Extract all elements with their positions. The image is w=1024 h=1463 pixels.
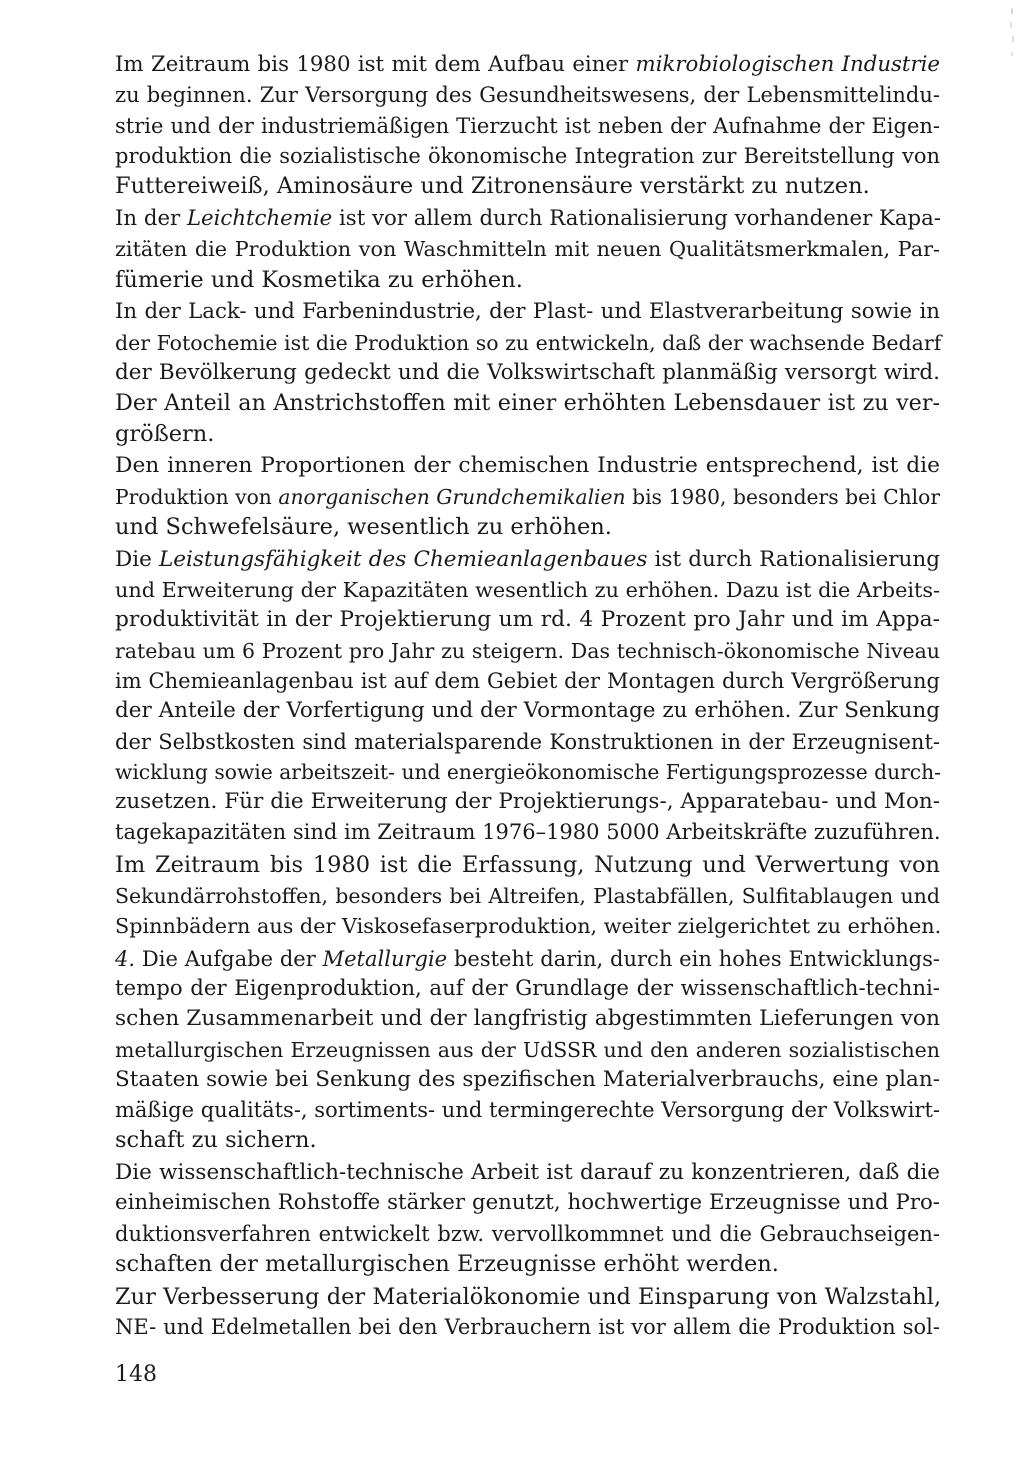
paragraph	[115, 1158, 940, 1279]
text-line	[115, 787, 940, 817]
emphasis-run: Leichtchemie	[186, 205, 333, 231]
text-run: Der Anteil an Anstrichstoffen mit einer erhöhten Lebensdauer ist zu ver-	[115, 390, 940, 417]
text-line	[115, 1249, 940, 1279]
paragraph	[115, 944, 940, 1156]
paragraph	[115, 850, 940, 941]
text-run: im Chemieanlagenbau ist auf dem Gebiet der Montagen durch Vergrößerung	[115, 668, 940, 693]
text-line	[115, 1065, 940, 1095]
text-line	[115, 575, 940, 605]
paragraph	[115, 50, 940, 201]
text-line	[115, 234, 940, 264]
text-line	[115, 482, 940, 512]
text-line	[115, 204, 940, 234]
text-line	[115, 1125, 940, 1155]
text-run: produktion die sozialistische ökonomische Integration zur Bereitstellung von	[115, 143, 940, 168]
text-line	[115, 1188, 940, 1218]
text-line	[115, 1312, 940, 1342]
text-run: der Fotochemie ist die Produktion so zu entwickeln, daß der wachsende Bedarf	[115, 330, 942, 355]
text-line	[115, 545, 940, 575]
text-line	[115, 50, 940, 80]
text-run: Futtereiweiß, Aminosäure und Zitronensäure verstärkt zu nutzen.	[115, 173, 870, 200]
text-run: ratebau um 6 Prozent pro Jahr zu steigern. Das technisch-ökonomische Niveau	[115, 638, 940, 663]
emphasis-run: anorganischen Grundchemikalien	[278, 484, 626, 509]
text-line	[115, 111, 940, 141]
emphasis-run: Metallurgie	[322, 946, 448, 971]
text-run: der Anteile der Vorfertigung und der Vormontage zu erhöhen. Zur Senkung	[115, 698, 940, 724]
text-run: Im Zeitraum bis 1980 ist mit dem Aufbau einer	[115, 52, 636, 77]
text-run: schaften der metallurgischen Erzeugnisse erhöht werden.	[115, 1251, 779, 1278]
text-line	[115, 265, 940, 295]
text-run: größern.	[115, 420, 215, 447]
text-run: mäßige qualitäts-, sortiments- und termingerechte Versorgung der Volkswirt-	[115, 1098, 940, 1123]
text-run: Im Zeitraum bis 1980 ist die Erfassung, Nutzung und Verwertung von	[115, 852, 940, 879]
text-run: produktivität in der Projektierung um rd. 4 Prozent pro Jahr und im Appa-	[115, 607, 940, 633]
text-run: metallurgischen Erzeugnissen aus der UdSSR und den anderen sozialistischen	[115, 1037, 940, 1062]
body-text	[115, 50, 940, 1345]
text-run: Die Aufgabe der	[135, 946, 323, 971]
text-run: In der	[115, 205, 187, 231]
text-run: ist vor allem durch Rationalisierung vorhandener Kapa-	[332, 205, 941, 231]
text-line	[115, 696, 940, 726]
text-line	[115, 1095, 940, 1125]
text-line	[115, 171, 940, 201]
text-line	[115, 1035, 940, 1065]
text-run: tagekapazitäten sind im Zeitraum 1976–1980 5000 Arbeitskräfte zuzuführen.	[115, 820, 941, 845]
text-run: In der Lack- und Farbenindustrie, der Plast- und Elastverarbeitung sowie in	[115, 299, 940, 325]
text-run: NE- und Edelmetallen bei den Verbrauchern ist vor allem die Produktion sol-	[115, 1315, 940, 1340]
page-number: 148	[115, 1362, 157, 1387]
text-line	[115, 388, 940, 418]
text-line	[115, 817, 940, 847]
text-run: Spinnbädern aus der Viskosefaserproduktion, weiter zielgerichtet zu erhöhen.	[115, 913, 942, 938]
text-run: schen Zusammenarbeit und der langfristig abgestimmten Lieferungen von	[115, 1006, 940, 1032]
text-run: der Bevölkerung gedeckt und die Volkswirtschaft planmäßig versorgt wird.	[115, 359, 940, 385]
text-run: und Erweiterung der Kapazitäten wesentlich zu erhöhen. Dazu ist die Arbeits-	[115, 578, 940, 603]
text-run: Den inneren Proportionen der chemischen Industrie entsprechend, ist die	[115, 453, 940, 479]
text-run: Die wissenschaftlich-technische Arbeit ist darauf zu konzentrieren, daß die	[115, 1160, 940, 1186]
text-run: wicklung sowie arbeitszeit- und energieökonomische Fertigungsprozesse durch-	[115, 759, 942, 784]
text-line	[115, 727, 940, 757]
emphasis-run: Leistungsfähigkeit des Chemieanlagenbaues	[159, 546, 648, 572]
text-line	[115, 512, 940, 542]
text-run: tempo der Eigenproduktion, auf der Grundlage der wissenschaftlich-techni-	[115, 975, 940, 1001]
text-run: fümerie und Kosmetika zu erhöhen.	[115, 266, 523, 293]
text-run: zitäten die Produktion von Waschmitteln mit neuen Qualitätsmerkmalen, Par-	[115, 237, 940, 262]
text-line	[115, 911, 940, 941]
text-run: Zur Verbesserung der Materialökonomie und Einsparung von Walzstahl,	[115, 1283, 942, 1310]
scan-edge-marks	[1000, 0, 1018, 70]
text-line	[115, 1282, 940, 1312]
emphasis-run: 4.	[115, 946, 136, 971]
text-run: Die	[115, 546, 160, 572]
text-run: Staaten sowie bei Senkung des spezifischen Materialverbrauchs, eine plan-	[115, 1066, 940, 1092]
text-line	[115, 944, 940, 974]
text-line	[115, 636, 940, 666]
text-line	[115, 419, 940, 449]
text-run: und Schwefelsäure, wesentlich zu erhöhen.	[115, 513, 612, 540]
text-line	[115, 328, 940, 358]
paragraph	[115, 204, 940, 295]
emphasis-run: mikrobiologischen Industrie	[635, 52, 940, 77]
text-run: ist durch Rationalisierung	[647, 546, 940, 572]
text-line	[115, 451, 940, 481]
text-line	[115, 1158, 940, 1188]
text-line	[115, 850, 940, 880]
text-line	[115, 974, 940, 1004]
text-run: strie und der industriemäßigen Tierzucht ist neben der Aufnahme der Eigen-	[115, 113, 940, 138]
text-run: der Selbstkosten sind materialsparende Konstruktionen in der Erzeugnisent-	[115, 729, 940, 754]
paragraph	[115, 1282, 940, 1343]
paragraph	[115, 545, 940, 848]
text-run: Produktion von	[115, 484, 279, 509]
text-run: zusetzen. Für die Erweiterung der Projektierungs-, Apparatebau- und Mon-	[115, 789, 940, 815]
text-run: Sekundärrohstoffen, besonders bei Altreifen, Plastabfällen, Sulfitablaugen und	[115, 883, 940, 908]
text-line	[115, 358, 940, 388]
text-line	[115, 757, 940, 787]
text-line	[115, 297, 940, 327]
text-line	[115, 666, 940, 696]
text-line	[115, 881, 940, 911]
text-line	[115, 605, 940, 635]
text-run: schaft zu sichern.	[115, 1127, 317, 1154]
text-line	[115, 1219, 940, 1249]
text-run: bis 1980, besonders bei Chlor	[625, 484, 940, 509]
text-line	[115, 1004, 940, 1034]
paragraph	[115, 297, 940, 448]
text-run: duktionsverfahren entwickelt bzw. vervollkommnet und die Gebrauchseigen-	[115, 1221, 940, 1246]
text-line	[115, 141, 940, 171]
text-run: besteht darin, durch ein hohes Entwicklungs-	[447, 946, 940, 971]
text-run: zu beginnen. Zur Versorgung des Gesundheitswesens, der Lebensmittelindu-	[115, 83, 940, 108]
paragraph	[115, 451, 940, 542]
text-run: einheimischen Rohstoffe stärker genutzt, hochwertige Erzeugnisse und Pro-	[115, 1190, 940, 1216]
text-line	[115, 80, 940, 110]
